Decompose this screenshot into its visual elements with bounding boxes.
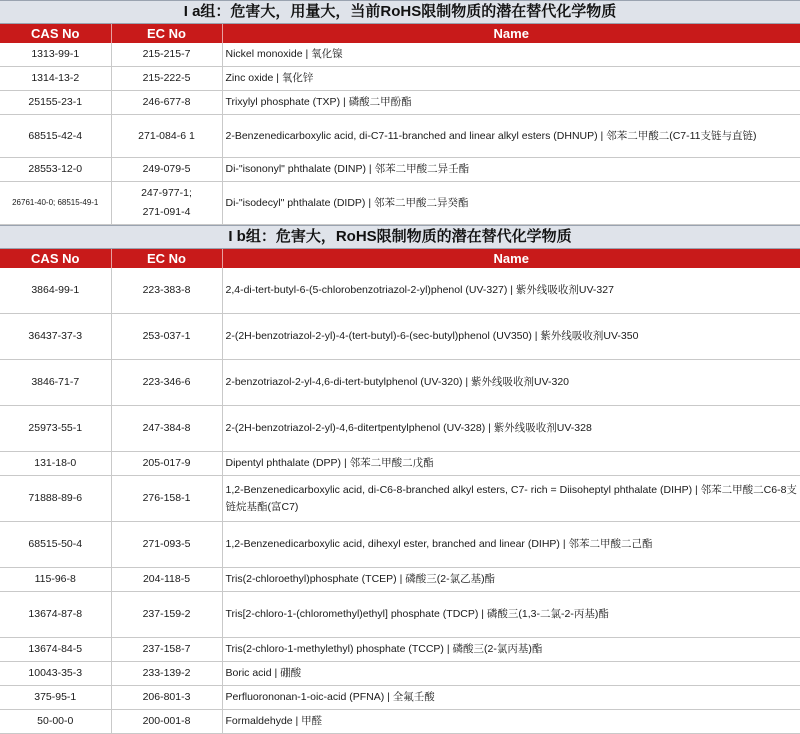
ec-cell: 237-159-2 xyxy=(111,592,222,638)
name-cell: 2-(2H-benzotriazol-2-yl)-4,6-ditertpentylphenol (UV-328) | 紫外线吸收剂UV-328 xyxy=(222,406,800,452)
cas-cell: 375-95-1 xyxy=(0,686,111,710)
cas-column-header: CAS No xyxy=(0,249,111,268)
name-cell: Nickel monoxide | 氧化镍 xyxy=(222,43,800,67)
group-b-title: I b组：危害大，RoHS限制物质的潜在替代化学物质 xyxy=(0,225,800,249)
name-cell: Dipentyl phthalate (DPP) | 邻苯二甲酸二戊酯 xyxy=(222,452,800,476)
ec-cell: 223-346-6 xyxy=(111,360,222,406)
group-a-header-row xyxy=(0,24,800,43)
ec-cell xyxy=(111,182,222,225)
group-b-header-row xyxy=(0,249,800,268)
ec-cell: 271-084-6 1 xyxy=(111,115,222,158)
name-cell: Tris(2-chloroethyl)phosphate (TCEP) | 磷酸三(2-氯乙基)酯 xyxy=(222,568,800,592)
name-cell: Di-"isononyl" phthalate (DINP) | 邻苯二甲酸二异壬酯 xyxy=(222,158,800,182)
table-row xyxy=(0,686,800,710)
table-row xyxy=(0,406,800,452)
ec-cell: 249-079-5 xyxy=(111,158,222,182)
table-row xyxy=(0,67,800,91)
table-row xyxy=(0,314,800,360)
name-cell: Trixylyl phosphate (TXP) | 磷酸二甲酚酯 xyxy=(222,91,800,115)
table-row xyxy=(0,452,800,476)
ec-line: 247-977-1; xyxy=(141,187,192,199)
name-cell: 2-Benzenedicarboxylic acid, di-C7-11-branched and linear alkyl esters (DHNUP) | 邻苯二甲酸二(C7-11支链与直链) xyxy=(222,115,800,158)
ec-cell: 237-158-7 xyxy=(111,638,222,662)
group-a-table xyxy=(0,24,800,225)
cas-cell: 50-00-0 xyxy=(0,710,111,734)
table-row xyxy=(0,91,800,115)
cas-cell: 25155-23-1 xyxy=(0,91,111,115)
table-row xyxy=(0,182,800,225)
table-row xyxy=(0,360,800,406)
cas-cell: 115-96-8 xyxy=(0,568,111,592)
name-column-header: Name xyxy=(222,24,800,43)
group-a-title: I a组：危害大，用量大，当前RoHS限制物质的潜在替代化学物质 xyxy=(0,0,800,24)
ec-cell: 204-118-5 xyxy=(111,568,222,592)
table-row xyxy=(0,476,800,522)
table-row xyxy=(0,115,800,158)
ec-cell: 247-384-8 xyxy=(111,406,222,452)
ec-cell: 223-383-8 xyxy=(111,268,222,314)
cas-cell: 13674-87-8 xyxy=(0,592,111,638)
name-cell: Zinc oxide | 氧化锌 xyxy=(222,67,800,91)
name-cell: Tris(2-chloro-1-methylethyl) phosphate (TCCP) | 磷酸三(2-氯丙基)酯 xyxy=(222,638,800,662)
name-column-header: Name xyxy=(222,249,800,268)
name-cell: Formaldehyde | 甲醛 xyxy=(222,710,800,734)
ec-cell: 215-222-5 xyxy=(111,67,222,91)
cas-cell: 3846-71-7 xyxy=(0,360,111,406)
name-cell: Boric acid | 硼酸 xyxy=(222,662,800,686)
ec-cell: 200-001-8 xyxy=(111,710,222,734)
table-row xyxy=(0,43,800,67)
cas-cell: 68515-42-4 xyxy=(0,115,111,158)
name-cell: 1,2-Benzenedicarboxylic acid, dihexyl ester, branched and linear (DIHP) | 邻苯二甲酸二己酯 xyxy=(222,522,800,568)
table-row xyxy=(0,568,800,592)
group-b-table xyxy=(0,249,800,734)
table-row xyxy=(0,158,800,182)
cas-cell: 1313-99-1 xyxy=(0,43,111,67)
cas-cell: 68515-50-4 xyxy=(0,522,111,568)
name-cell: 2-benzotriazol-2-yl-4,6-di-tert-butylphenol (UV-320) | 紫外线吸收剂UV-320 xyxy=(222,360,800,406)
cas-cell: 26761-40-0; 68515-49-1 xyxy=(0,182,111,225)
name-cell: 2-(2H-benzotriazol-2-yl)-4-(tert-butyl)-6-(sec-butyl)phenol (UV350) | 紫外线吸收剂UV-350 xyxy=(222,314,800,360)
ec-cell: 253-037-1 xyxy=(111,314,222,360)
ec-cell: 233-139-2 xyxy=(111,662,222,686)
table-row xyxy=(0,662,800,686)
ec-cell: 206-801-3 xyxy=(111,686,222,710)
ec-cell: 276-158-1 xyxy=(111,476,222,522)
ec-line: 271-091-4 xyxy=(142,206,191,218)
cas-cell: 71888-89-6 xyxy=(0,476,111,522)
ec-cell: 246-677-8 xyxy=(111,91,222,115)
cas-cell: 28553-12-0 xyxy=(0,158,111,182)
name-cell: 2,4-di-tert-butyl-6-(5-chlorobenzotriazol-2-yl)phenol (UV-327) | 紫外线吸收剂UV-327 xyxy=(222,268,800,314)
cas-column-header: CAS No xyxy=(0,24,111,43)
ec-cell: 271-093-5 xyxy=(111,522,222,568)
table-row xyxy=(0,268,800,314)
cas-cell: 10043-35-3 xyxy=(0,662,111,686)
cas-cell: 13674-84-5 xyxy=(0,638,111,662)
ec-cell: 215-215-7 xyxy=(111,43,222,67)
ec-column-header: EC No xyxy=(111,249,222,268)
table-row xyxy=(0,522,800,568)
table-row xyxy=(0,638,800,662)
name-cell: Tris[2-chloro-1-(chloromethyl)ethyl] phosphate (TDCP) | 磷酸三(1,3-二氯-2-丙基)酯 xyxy=(222,592,800,638)
cas-cell: 131-18-0 xyxy=(0,452,111,476)
cas-cell: 1314-13-2 xyxy=(0,67,111,91)
name-cell: 1,2-Benzenedicarboxylic acid, di-C6-8-branched alkyl esters, C7- rich = Diisoheptyl phthalate (DIHP) | 邻苯二甲酸二C6-8支链烷基酯(富C7) xyxy=(222,476,800,522)
table-row xyxy=(0,710,800,734)
name-cell: Perfluorononan-1-oic-acid (PFNA) | 全氟壬酸 xyxy=(222,686,800,710)
table-row xyxy=(0,592,800,638)
ec-cell: 205-017-9 xyxy=(111,452,222,476)
name-cell: Di-"isodecyl" phthalate (DIDP) | 邻苯二甲酸二异癸酯 xyxy=(222,182,800,225)
cas-cell: 3864-99-1 xyxy=(0,268,111,314)
cas-cell: 36437-37-3 xyxy=(0,314,111,360)
cas-cell: 25973-55-1 xyxy=(0,406,111,452)
ec-column-header: EC No xyxy=(111,24,222,43)
